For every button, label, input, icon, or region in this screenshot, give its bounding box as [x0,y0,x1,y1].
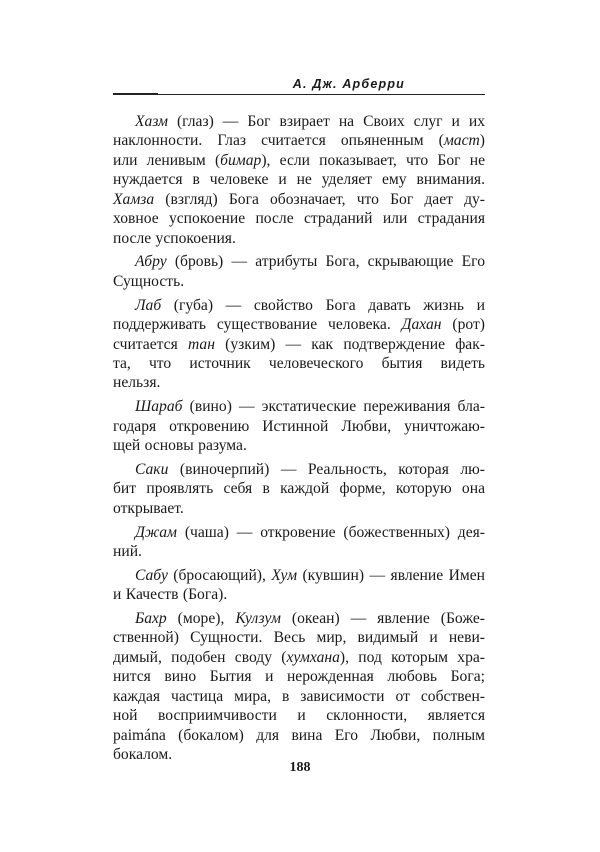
glossary-term: Шараб [135,398,183,416]
text-line: щей основы разума. [113,437,247,455]
paragraph [113,523,485,562]
text-line: Саки (виночерпий) — Реальность, которая лю- [135,460,485,478]
glossary-term: Лаб [135,296,162,314]
text-line: или ленивым (бимар), если показывает, что Бог не [113,151,485,169]
paragraph [113,460,485,518]
paragraph [113,566,485,605]
glossary-term: тан [187,335,215,353]
glossary-term: Джам [135,523,177,541]
glossary-term: Хум [271,566,298,584]
glossary-term: Сабу [135,566,168,584]
text-line: нуждается в человеке и не уделяет ему внимания. [113,171,485,189]
glossary-term: Дахан [401,316,442,334]
page-number: 188 [289,760,311,775]
paragraph [113,112,485,248]
paragraph [113,397,485,455]
glossary-term: маст [443,132,480,150]
glossary-term: Хазм [135,113,168,130]
text-line: нится вино Бытия и нерожденная любовь Бога; [113,668,485,686]
text-line: Бахр (море), Кулзум (океан) — явление (Боже- [135,609,485,627]
text-line: ственной) Сущности. Весь мир, видимый и неви- [113,629,485,647]
text-line: Лаб (губа) — свойство Бога давать жизнь и [135,296,485,314]
text-line: поддерживать существование человека. Дахан (рот) [113,316,485,334]
text-line: наклонности. Глаз считается опьяненным (маст) [113,132,485,150]
glossary-term: Бахр [135,609,167,627]
text-line: каждая частица мира, в зависимости от собствен- [113,687,485,705]
text-line: Хазм (глаз) — Бог взирает на Своих слуг и их [135,113,485,130]
paragraph [113,296,485,393]
text-line: Сущность. [113,272,185,290]
text-line: ний. [113,543,142,560]
text-line: Хамза (взгляд) Бога обозначает, что Бог дает ду- [113,190,485,208]
text-line: нельзя. [113,374,161,392]
text-line: годаря откровению Истинной Любви, уничтожаю- [113,417,485,435]
text-line: открывает. [113,499,184,517]
text-line: бит проявлять себя в каждой форме, которую она [113,480,485,498]
text-line: бокалом. [113,746,173,764]
text-line: ной восприимчивости и склонности, является [113,707,485,725]
paragraph [113,609,485,765]
glossary-term: хумхана [286,648,340,666]
glossary-term: Хамза [113,190,155,208]
header-rule [113,94,485,95]
text-line: та, что источник человеческого бытия видеть [113,355,485,373]
text-line: paimána (бокалом) для вина Его Любви, полным [113,726,485,744]
text-line: Джам (чаша) — откровение (божественных) дея- [135,523,485,541]
glossary-term: Саки [135,460,169,478]
text-line: Сабу (бросающий), Хум (кувшин) — явление Имен [135,566,485,584]
text-line: после успокоения. [113,229,236,247]
text-line: ховное успокоение после страданий или страдания [113,210,485,228]
glossary-term: Кулзум [235,609,281,627]
text-line: Шараб (вино) — экстатические переживания бла- [135,398,485,416]
page-body [113,112,485,765]
paragraph [113,252,485,291]
book-page [113,76,485,769]
text-line: и Качеств (Бога). [113,586,228,604]
text-line: димый, подобен своду (хумхана), под которым хра- [113,648,485,666]
text-line: Абру (бровь) — атрибуты Бога, скрывающие Его [135,253,485,271]
glossary-term: бимар [220,151,262,169]
running-head: А. Дж. Арберри [292,77,405,91]
text-line: считается тан (узким) — как подтверждение фак- [113,335,485,353]
glossary-term: Абру [135,253,167,271]
